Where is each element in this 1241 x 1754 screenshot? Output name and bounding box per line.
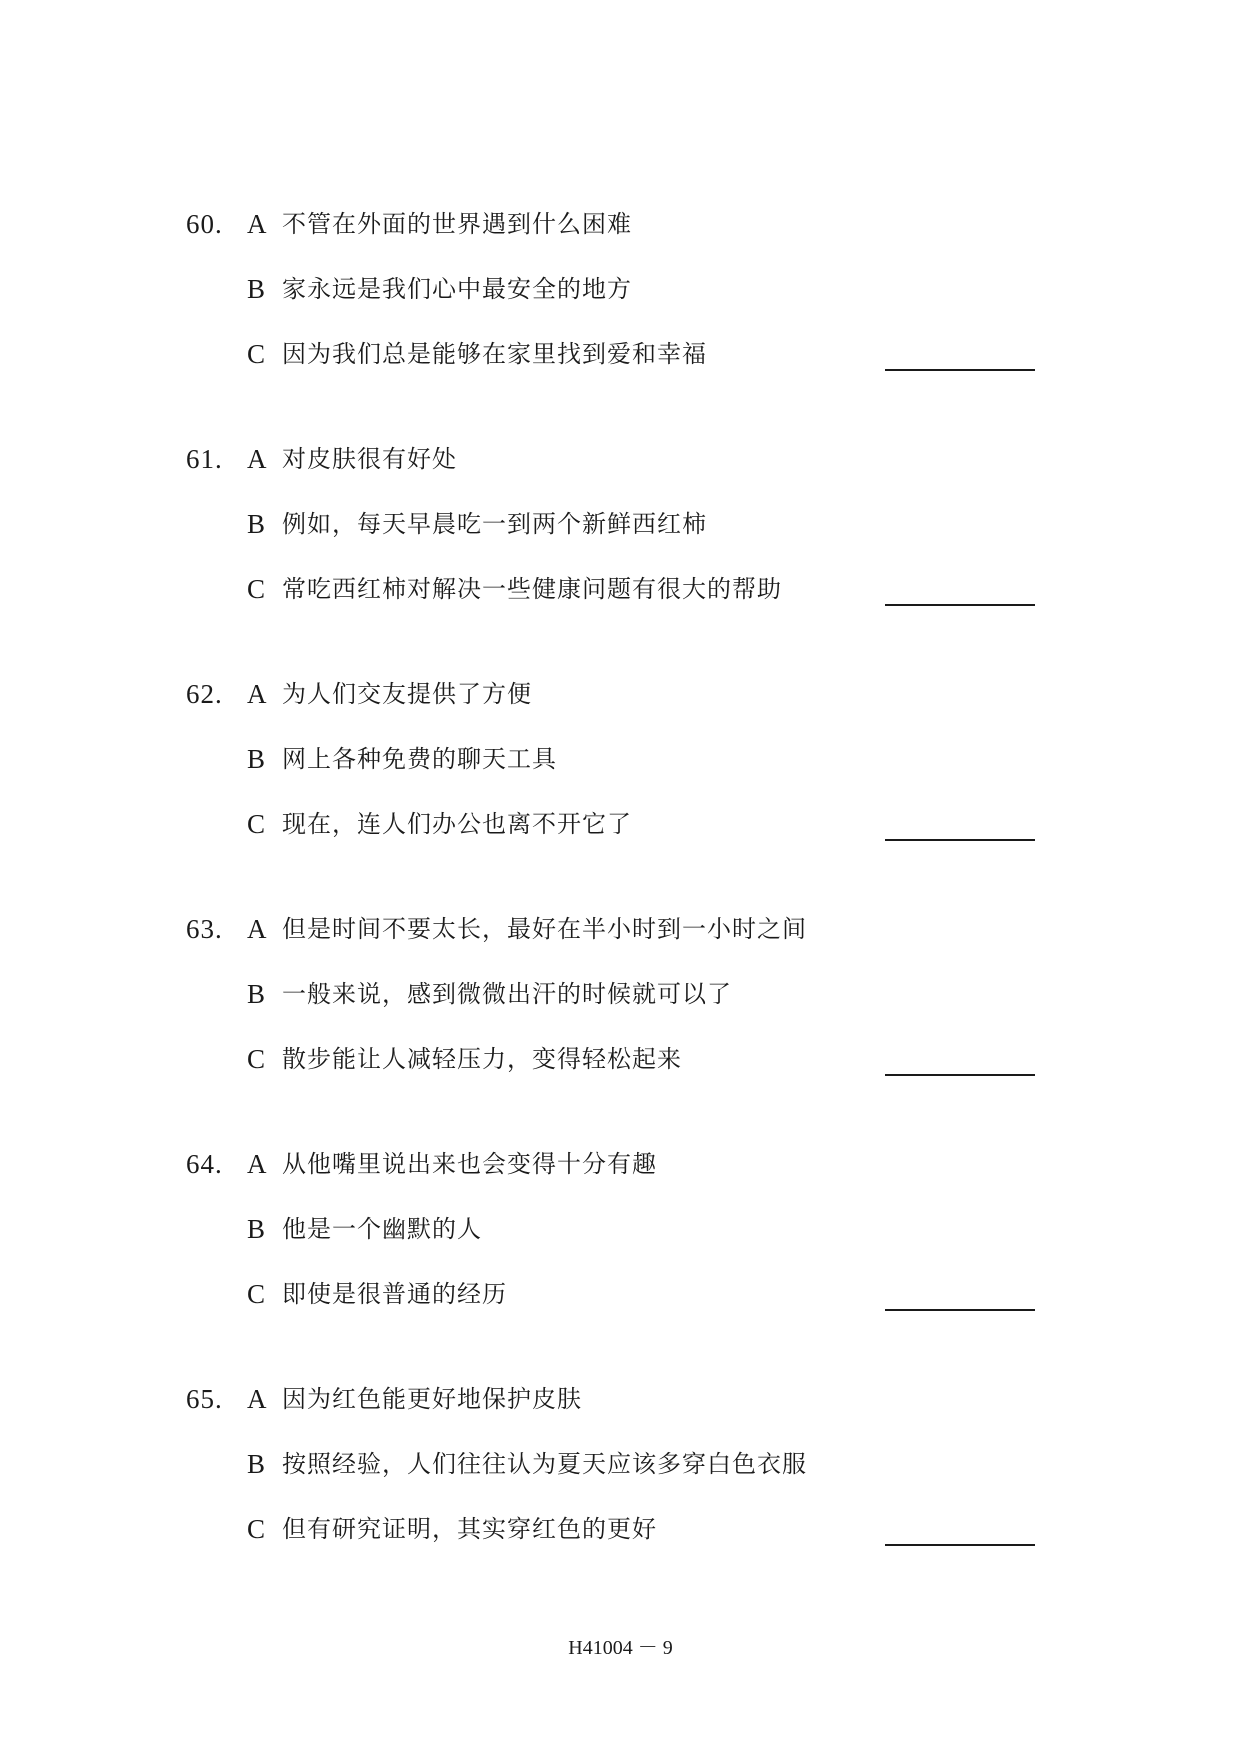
option-text: 例如，每天早晨吃一到两个新鲜西红柿 — [282, 510, 707, 538]
option-row-c — [0, 1509, 1241, 1549]
option-letter: B — [247, 744, 266, 774]
question-number: 63. — [186, 914, 223, 944]
question-number: 62. — [186, 679, 223, 709]
option-row-c — [0, 569, 1241, 609]
question-60 — [0, 204, 1241, 436]
option-row-c — [0, 804, 1241, 844]
question-64 — [0, 1144, 1241, 1376]
option-row-c — [0, 334, 1241, 374]
option-letter: A — [247, 444, 267, 474]
option-letter: B — [247, 509, 266, 539]
option-text: 为人们交友提供了方便 — [282, 680, 532, 708]
option-letter: A — [247, 1384, 267, 1414]
option-letter: C — [247, 339, 266, 369]
option-row-b — [0, 1209, 1241, 1249]
question-65 — [0, 1379, 1241, 1611]
option-row-a — [0, 1379, 1241, 1419]
option-text: 散步能让人减轻压力，变得轻松起来 — [282, 1045, 682, 1073]
option-letter: C — [247, 809, 266, 839]
option-text: 家永远是我们心中最安全的地方 — [282, 275, 632, 303]
option-letter: C — [247, 1279, 266, 1309]
option-row-c — [0, 1039, 1241, 1079]
option-letter: C — [247, 574, 266, 604]
question-number: 60. — [186, 209, 223, 239]
option-row-b — [0, 739, 1241, 779]
answer-blank-line[interactable] — [885, 1309, 1035, 1311]
question-number: 65. — [186, 1384, 223, 1414]
option-text: 因为红色能更好地保护皮肤 — [282, 1385, 582, 1413]
option-text: 但是时间不要太长，最好在半小时到一小时之间 — [282, 915, 807, 943]
option-text: 现在，连人们办公也离不开它了 — [282, 810, 632, 838]
option-row-b — [0, 269, 1241, 309]
page-footer: H41004 － 9 — [568, 1637, 673, 1659]
option-text: 因为我们总是能够在家里找到爱和幸福 — [282, 340, 707, 368]
option-row-a — [0, 204, 1241, 244]
answer-blank-line[interactable] — [885, 1074, 1035, 1076]
question-63 — [0, 909, 1241, 1141]
option-row-b — [0, 504, 1241, 544]
option-row-a — [0, 1144, 1241, 1184]
option-letter: C — [247, 1514, 266, 1544]
option-text: 不管在外面的世界遇到什么困难 — [282, 210, 632, 238]
option-letter: A — [247, 209, 267, 239]
option-letter: A — [247, 1149, 267, 1179]
option-text: 网上各种免费的聊天工具 — [282, 745, 557, 773]
option-row-b — [0, 1444, 1241, 1484]
option-letter: B — [247, 979, 266, 1009]
option-letter: A — [247, 679, 267, 709]
option-text: 按照经验，人们往往认为夏天应该多穿白色衣服 — [282, 1450, 807, 1478]
option-letter: B — [247, 1214, 266, 1244]
option-letter: C — [247, 1044, 266, 1074]
option-letter: B — [247, 274, 266, 304]
answer-blank-line[interactable] — [885, 1544, 1035, 1546]
question-number: 64. — [186, 1149, 223, 1179]
option-row-a — [0, 439, 1241, 479]
answer-blank-line[interactable] — [885, 839, 1035, 841]
option-text: 从他嘴里说出来也会变得十分有趣 — [282, 1150, 657, 1178]
option-text: 即使是很普通的经历 — [282, 1280, 507, 1308]
option-text: 常吃西红柿对解决一些健康问题有很大的帮助 — [282, 575, 782, 603]
option-letter: A — [247, 914, 267, 944]
option-text: 对皮肤很有好处 — [282, 445, 457, 473]
option-text: 一般来说，感到微微出汗的时候就可以了 — [282, 980, 732, 1008]
answer-blank-line[interactable] — [885, 369, 1035, 371]
question-62 — [0, 674, 1241, 906]
option-row-a — [0, 674, 1241, 714]
option-row-c — [0, 1274, 1241, 1314]
option-letter: B — [247, 1449, 266, 1479]
option-text: 但有研究证明，其实穿红色的更好 — [282, 1515, 657, 1543]
option-row-b — [0, 974, 1241, 1014]
question-number: 61. — [186, 444, 223, 474]
question-61 — [0, 439, 1241, 671]
answer-blank-line[interactable] — [885, 604, 1035, 606]
option-row-a — [0, 909, 1241, 949]
option-text: 他是一个幽默的人 — [282, 1215, 482, 1243]
